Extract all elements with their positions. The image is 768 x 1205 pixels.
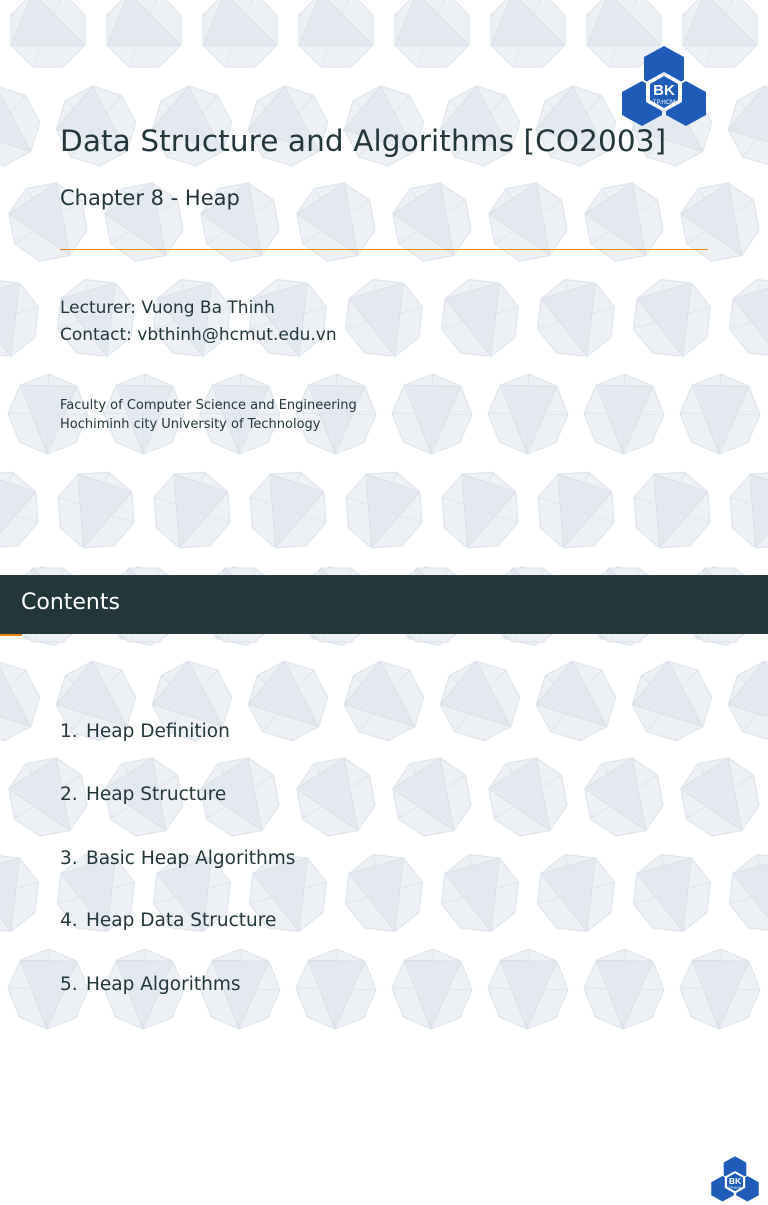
polyhedron-shape (634, 472, 710, 548)
polyhedron-shape (680, 949, 760, 1029)
polyhedron-shape (730, 472, 768, 548)
polyhedron-shape (200, 374, 280, 454)
polyhedron-shape (632, 661, 712, 741)
polyhedron-shape (442, 855, 519, 932)
svg-text:TP.HCM: TP.HCM (729, 1186, 742, 1190)
polyhedron-shape (203, 0, 277, 67)
polyhedron-shape (11, 0, 85, 67)
polyhedron-shape (680, 374, 760, 454)
toc-item-number: 1. (60, 721, 86, 742)
toc-item-label: Basic Heap Algorithms (86, 848, 295, 869)
polyhedron-shape (488, 374, 568, 454)
polyhedron-shape (395, 0, 469, 67)
svg-text:BK: BK (729, 1176, 742, 1186)
polyhedron-shape (346, 280, 423, 357)
title-slide (0, 0, 768, 575)
toc-item-label: Heap Definition (86, 721, 230, 742)
faculty-line: Faculty of Computer Science and Engineering (60, 398, 357, 413)
toc-item-label: Heap Data Structure (86, 910, 276, 931)
bk-logo-icon (618, 44, 710, 132)
polyhedron-shape (0, 661, 40, 741)
polyhedron-shape (538, 855, 615, 932)
toc-item-2[interactable] (60, 784, 226, 805)
polyhedron-shape (681, 758, 759, 836)
svg-text:TP.HCM: TP.HCM (653, 100, 675, 106)
polyhedron-shape (346, 855, 423, 932)
polyhedron-shape (393, 758, 471, 836)
polyhedron-shape (392, 949, 472, 1029)
polyhedron-shape (299, 0, 373, 67)
polyhedron-shape (58, 472, 134, 548)
frame-accent-mark (0, 634, 22, 636)
polyhedron-shape (585, 758, 663, 836)
polyhedron-shape (442, 280, 519, 357)
toc-item-number: 5. (60, 974, 86, 995)
bk-logo-icon (709, 1155, 761, 1205)
polyhedron-shape (440, 661, 520, 741)
polyhedron-shape (0, 472, 38, 548)
toc-item-label: Heap Structure (86, 784, 226, 805)
frame-title-bar (0, 575, 768, 634)
frame-title: Contents (21, 590, 120, 615)
toc-item-1[interactable] (60, 721, 230, 742)
polyhedron-shape (442, 472, 518, 548)
polyhedron-shape (0, 86, 40, 166)
polyhedron-shape (730, 280, 768, 357)
polyhedron-shape (154, 472, 230, 548)
toc-item-number: 2. (60, 784, 86, 805)
polyhedron-shape (392, 374, 472, 454)
polyhedron-shape (489, 758, 567, 836)
polyhedron-shape (584, 949, 664, 1029)
toc-item-4[interactable] (60, 910, 276, 931)
polyhedron-shape (728, 661, 768, 741)
polyhedron-shape (296, 374, 376, 454)
polyhedron-shape (297, 758, 375, 836)
toc-item-label: Heap Algorithms (86, 974, 241, 995)
polyhedron-shape (346, 472, 422, 548)
university-line: Hochiminh city University of Technology (60, 417, 321, 432)
polyhedron-shape (250, 472, 326, 548)
polyhedron-shape (538, 280, 615, 357)
presentation-subtitle: Chapter 8 - Heap (60, 186, 240, 210)
svg-text:BK: BK (653, 82, 675, 99)
polyhedron-shape (536, 661, 616, 741)
toc-item-number: 4. (60, 910, 86, 931)
polyhedron-shape (8, 374, 88, 454)
title-divider (60, 249, 708, 250)
polyhedron-shape (634, 280, 711, 357)
polyhedron-shape (488, 949, 568, 1029)
polyhedron-shape (344, 661, 424, 741)
contents-slide (0, 575, 768, 1024)
contact-line: Contact: vbthinh@hcmut.edu.vn (60, 325, 337, 345)
toc-item-number: 3. (60, 848, 86, 869)
toc-item-3[interactable] (60, 848, 295, 869)
presentation-title: Data Structure and Algorithms [CO2003] (60, 124, 666, 158)
toc-item-5[interactable] (60, 974, 241, 995)
lecturer-line: Lecturer: Vuong Ba Thinh (60, 298, 275, 318)
polyhedron-shape (107, 0, 181, 67)
polyhedron-shape (730, 855, 768, 932)
polyhedron-shape (248, 661, 328, 741)
polyhedron-shape (104, 374, 184, 454)
polyhedron-shape (728, 86, 768, 166)
polyhedron-shape (0, 855, 39, 932)
polyhedron-shape (491, 0, 565, 67)
polyhedron-shape (0, 280, 39, 357)
polyhedron-shape (296, 949, 376, 1029)
polyhedron-shape (584, 374, 664, 454)
polyhedron-shape (538, 472, 614, 548)
polyhedron-shape (634, 855, 711, 932)
